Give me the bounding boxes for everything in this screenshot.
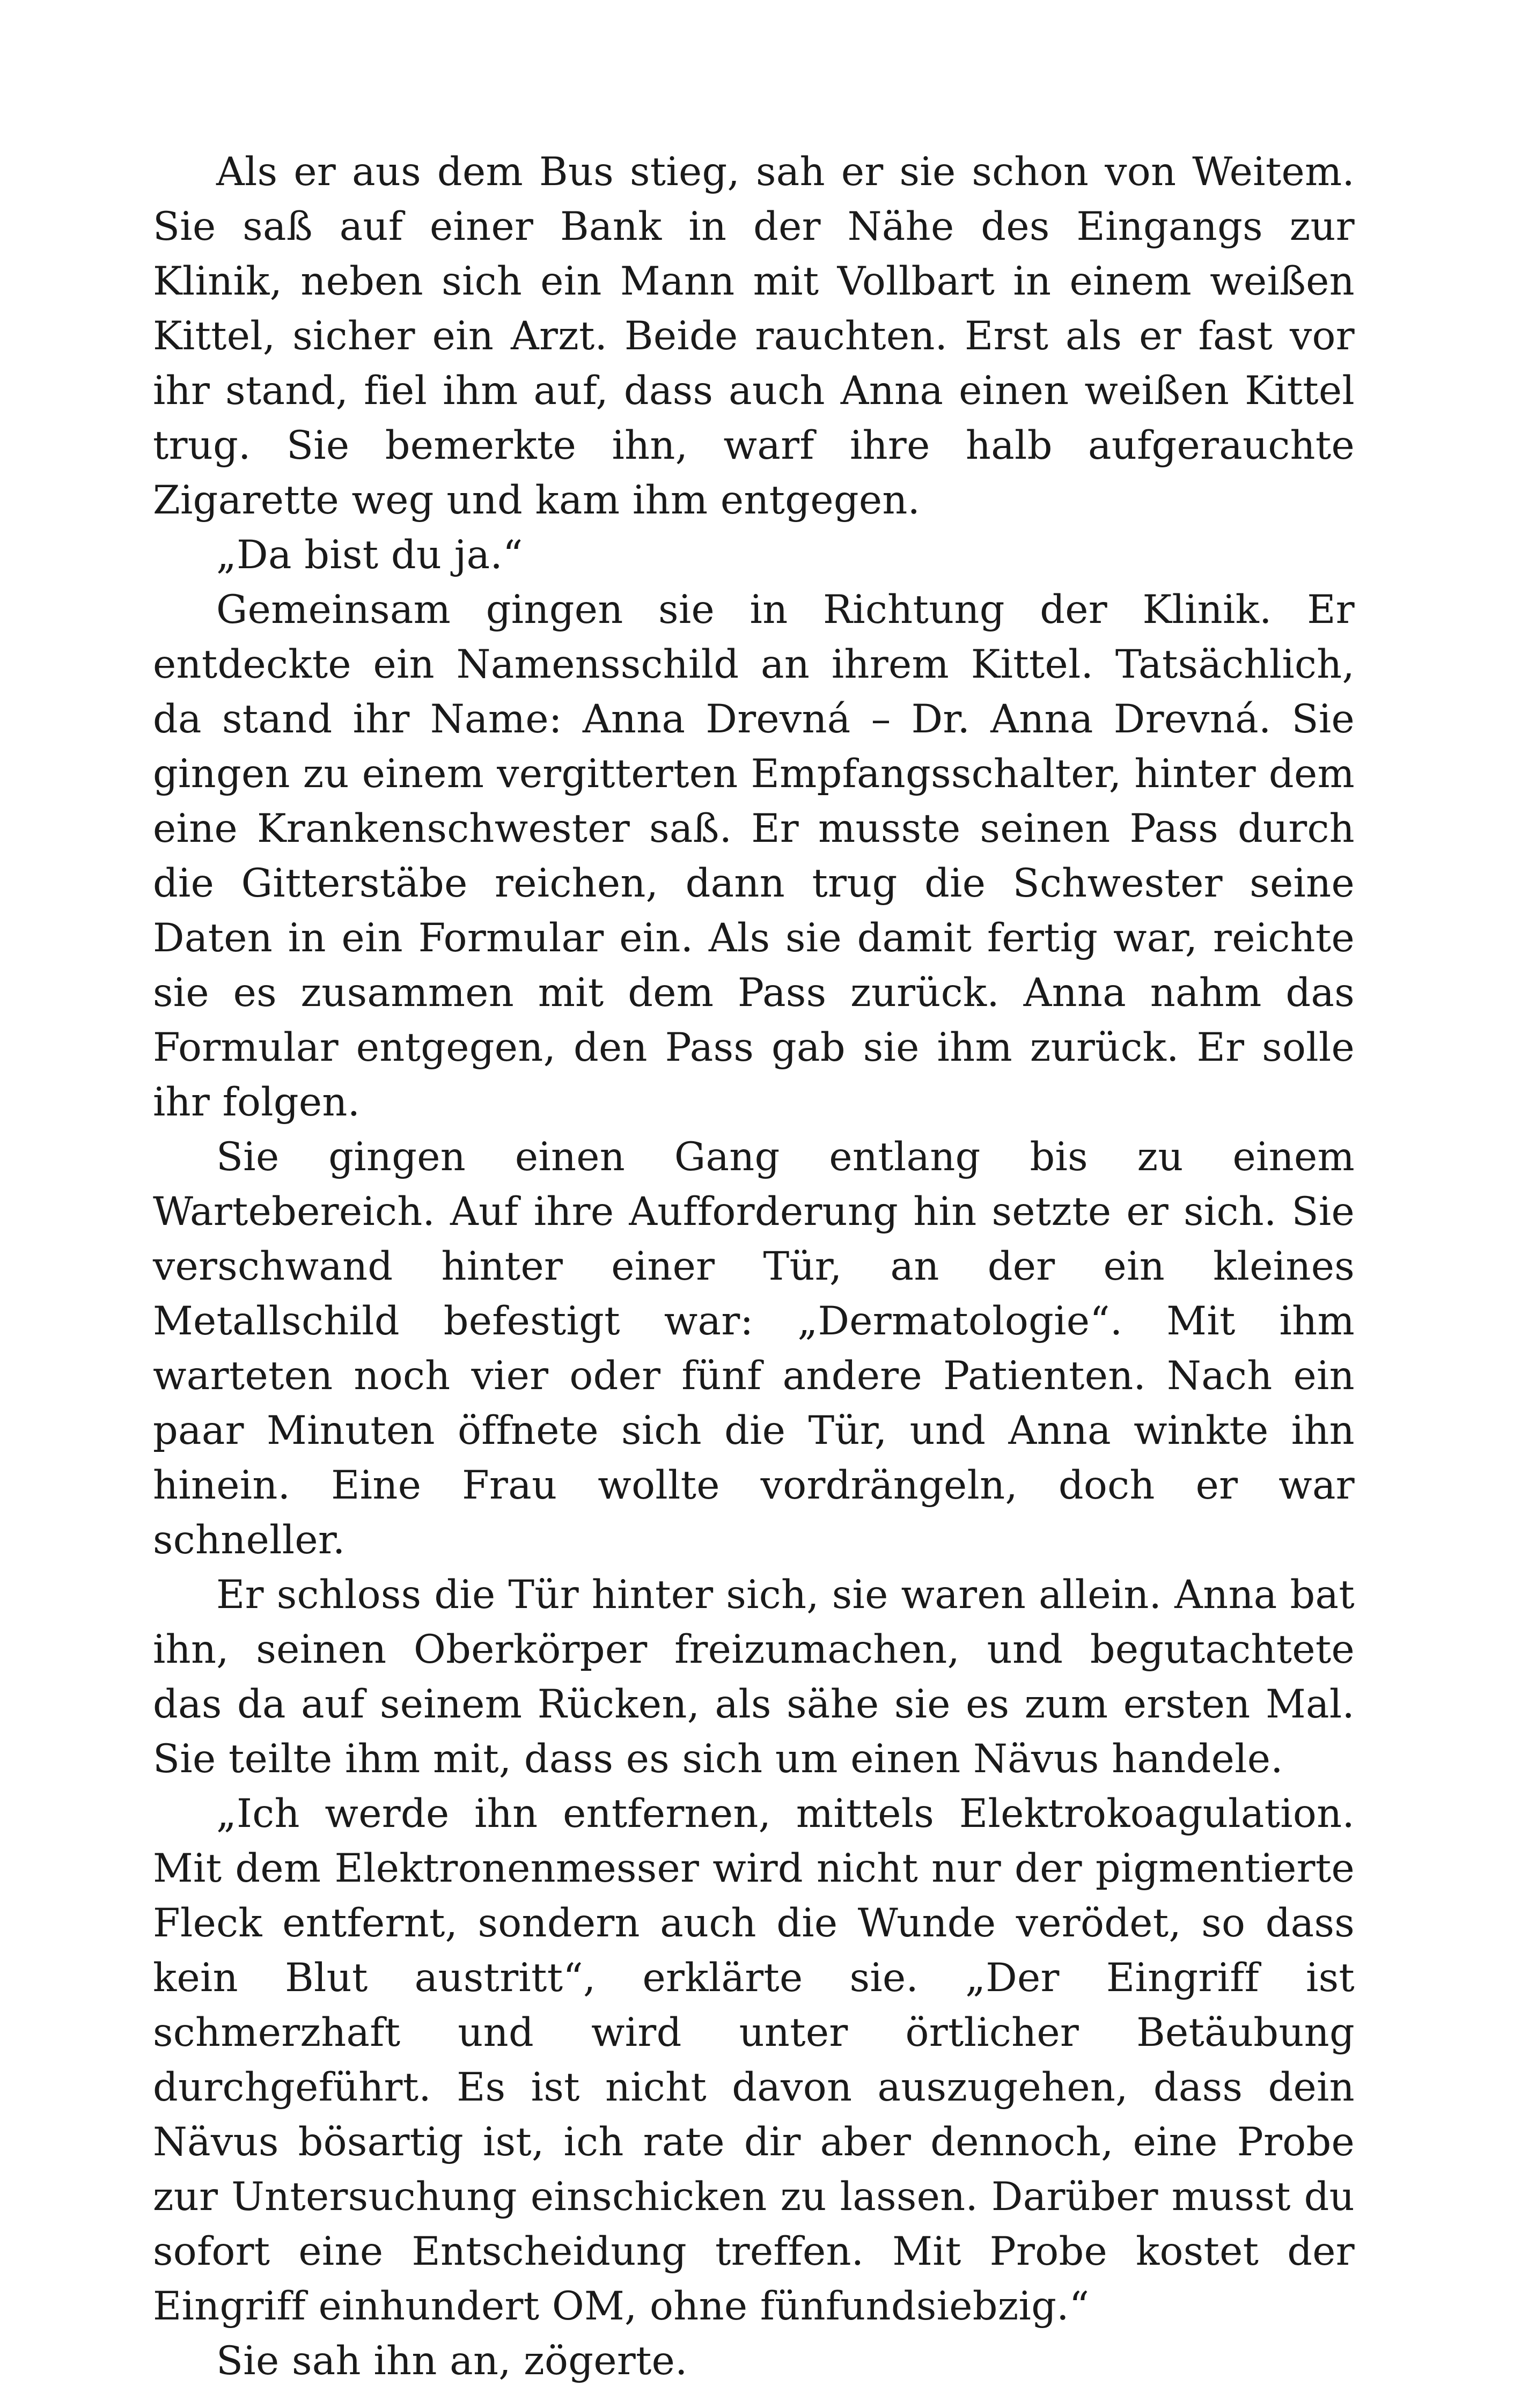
paragraph-4: Sie gingen einen Gang entlang bis zu einem Wartebereich. Auf ihre Aufforderung hin setzte er sich. Sie verschwand hinter einer Tür, an der ein kleines Metallschild befestigt war: „Dermatologie“. Mit ihm warteten noch vier oder fünf andere Patienten. Nach ein paar Minuten öffnete sich die Tür, und Anna winkte ihn hinein. Eine Frau wollte vordrängeln, doch er war schneller. bbox=[153, 1134, 1355, 1563]
paragraph-5: Er schloss die Tür hinter sich, sie waren allein. Anna bat ihn, seinen Oberkörper freizumachen, und begutachtete das da auf seinem Rücken, als sähe sie es zum ersten Mal. Sie teilte ihm mit, dass es sich um einen Nävus handele. bbox=[153, 1572, 1355, 1782]
paragraph-6: „Ich werde ihn entfernen, mittels Elektrokoagulation. Mit dem Elektronenmesser wird nicht nur der pigmentierte Fleck entfernt, sondern auch die Wunde verödet, so dass kein Blut austritt“, erklärte sie. „Der Eingriff ist schmerzhaft und wird unter örtlicher Betäubung durchgeführt. Es ist nicht davon auszugehen, dass dein Nävus bösartig ist, ich rate dir aber dennoch, eine Probe zur Untersuchung einschicken zu lassen. Darüber musst du sofort eine Entscheidung treffen. Mit Probe kostet der Eingriff einhundert OM, ohne fünfundsiebzig.“ bbox=[153, 1791, 1355, 2329]
paragraph-3: Gemeinsam gingen sie in Richtung der Klinik. Er entdeckte ein Namensschild an ihrem Kittel. Tatsächlich, da stand ihr Name: Anna Drevná – Dr. Anna Drevná. Sie gingen zu einem vergitterten Empfangsschalter, hinter dem eine Krankenschwester saß. Er musste seinen Pass durch die Gitterstäbe reichen, dann trug die Schwester seine Daten in ein Formular ein. Als sie damit fertig war, reichte sie es zusammen mit dem Pass zurück. Anna nahm das Formular entgegen, den Pass gab sie ihm zurück. Er solle ihr folgen. bbox=[153, 587, 1355, 1125]
book-page bbox=[153, 145, 1355, 2389]
paragraph-2: „Da bist du ja.“ bbox=[216, 532, 523, 578]
paragraph-1: Als er aus dem Bus stieg, sah er sie schon von Weitem. Sie saß auf einer Bank in der Nähe des Eingangs zur Klinik, neben sich ein Mann mit Vollbart in einem weißen Kittel, sicher ein Arzt. Beide rauchten. Erst als er fast vor ihr stand, fiel ihm auf, dass auch Anna einen weißen Kittel trug. Sie bemerkte ihn, warf ihre halb aufgerauchte Zigarette weg und kam ihm entgegen. bbox=[153, 149, 1355, 523]
paragraph-7: Sie sah ihn an, zögerte. bbox=[216, 2338, 688, 2384]
